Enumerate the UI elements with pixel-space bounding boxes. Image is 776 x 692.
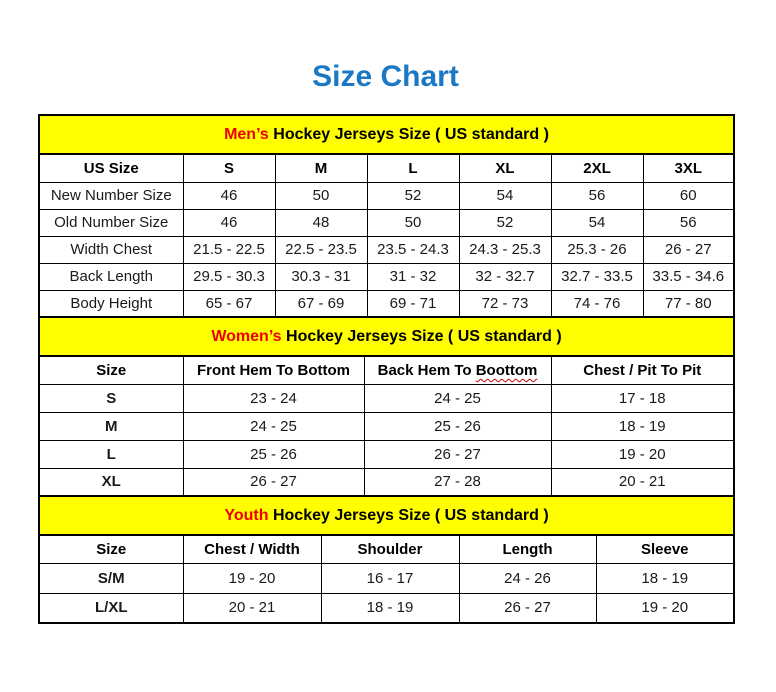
column-header-row xyxy=(39,154,734,182)
size-value: 24 - 25 xyxy=(364,384,551,412)
section-title-accent: Youth xyxy=(224,506,269,524)
mens-section-title xyxy=(39,115,734,154)
row-label: L xyxy=(39,440,183,468)
size-value: 77 - 80 xyxy=(643,290,734,317)
size-value: 24 - 25 xyxy=(183,412,364,440)
row-label: New Number Size xyxy=(39,182,183,209)
size-value: 60 xyxy=(643,182,734,209)
womens-section-title xyxy=(39,317,734,356)
column-header: 3XL xyxy=(643,154,734,182)
womens-section-title-row xyxy=(39,317,734,356)
size-value: 19 - 20 xyxy=(183,563,321,593)
size-value: 50 xyxy=(367,209,459,236)
size-value: 32 - 32.7 xyxy=(459,263,551,290)
size-value: 19 - 20 xyxy=(551,440,734,468)
womens-size-table xyxy=(38,316,735,497)
table-row xyxy=(39,384,734,412)
size-value: 24.3 - 25.3 xyxy=(459,236,551,263)
size-value: 54 xyxy=(459,182,551,209)
size-tables xyxy=(38,114,733,624)
section-title-rest: Hockey Jerseys Size ( US standard ) xyxy=(268,506,549,524)
size-value: 21.5 - 22.5 xyxy=(183,236,275,263)
row-label: Body Height xyxy=(39,290,183,317)
table-row xyxy=(39,290,734,317)
column-header: US Size xyxy=(39,154,183,182)
size-value: 33.5 - 34.6 xyxy=(643,263,734,290)
table-row xyxy=(39,263,734,290)
column-header: Size xyxy=(39,535,183,563)
size-value: 65 - 67 xyxy=(183,290,275,317)
misspelled-word: Boottom xyxy=(475,361,538,379)
column-header: S xyxy=(183,154,275,182)
table-row xyxy=(39,440,734,468)
table-row xyxy=(39,236,734,263)
table-row xyxy=(39,412,734,440)
table-row xyxy=(39,593,734,623)
table-row xyxy=(39,209,734,236)
size-value: 29.5 - 30.3 xyxy=(183,263,275,290)
size-value: 20 - 21 xyxy=(551,468,734,496)
size-value: 25 - 26 xyxy=(364,412,551,440)
section-title-accent: Men’s xyxy=(224,125,269,143)
page-title: Size Chart xyxy=(312,60,459,93)
size-value: 18 - 19 xyxy=(551,412,734,440)
size-value: 26 - 27 xyxy=(183,468,364,496)
size-value: 56 xyxy=(551,182,643,209)
size-value: 48 xyxy=(275,209,367,236)
row-label: S/M xyxy=(39,563,183,593)
column-header: M xyxy=(275,154,367,182)
row-label: XL xyxy=(39,468,183,496)
row-label: L/XL xyxy=(39,593,183,623)
size-value: 74 - 76 xyxy=(551,290,643,317)
size-value: 19 - 20 xyxy=(596,593,734,623)
column-header: L xyxy=(367,154,459,182)
size-value: 18 - 19 xyxy=(596,563,734,593)
row-label: Back Length xyxy=(39,263,183,290)
size-value: 23.5 - 24.3 xyxy=(367,236,459,263)
size-value: 46 xyxy=(183,182,275,209)
column-header: Sleeve xyxy=(596,535,734,563)
size-value: 27 - 28 xyxy=(364,468,551,496)
row-label: S xyxy=(39,384,183,412)
size-value: 72 - 73 xyxy=(459,290,551,317)
mens-size-table xyxy=(38,114,735,318)
column-header: Size xyxy=(39,356,183,384)
size-value: 52 xyxy=(367,182,459,209)
table-row xyxy=(39,468,734,496)
size-value: 32.7 - 33.5 xyxy=(551,263,643,290)
column-header: 2XL xyxy=(551,154,643,182)
size-value: 25 - 26 xyxy=(183,440,364,468)
size-value: 16 - 17 xyxy=(321,563,459,593)
row-label: M xyxy=(39,412,183,440)
column-header-row xyxy=(39,356,734,384)
row-label: Old Number Size xyxy=(39,209,183,236)
size-value: 31 - 32 xyxy=(367,263,459,290)
section-title-rest: Hockey Jerseys Size ( US standard ) xyxy=(268,125,549,143)
column-header: Shoulder xyxy=(321,535,459,563)
column-header: Front Hem To Bottom xyxy=(183,356,364,384)
size-value: 46 xyxy=(183,209,275,236)
size-value: 26 - 27 xyxy=(459,593,596,623)
size-value: 26 - 27 xyxy=(643,236,734,263)
size-value: 24 - 26 xyxy=(459,563,596,593)
size-value: 67 - 69 xyxy=(275,290,367,317)
size-value: 20 - 21 xyxy=(183,593,321,623)
column-header: Length xyxy=(459,535,596,563)
size-value: 22.5 - 23.5 xyxy=(275,236,367,263)
column-header: Chest / Width xyxy=(183,535,321,563)
column-header: Chest / Pit To Pit xyxy=(551,356,734,384)
mens-section-title-row xyxy=(39,115,734,154)
size-value: 30.3 - 31 xyxy=(275,263,367,290)
column-header: XL xyxy=(459,154,551,182)
youth-size-table xyxy=(38,495,735,624)
row-label: Width Chest xyxy=(39,236,183,263)
size-value: 52 xyxy=(459,209,551,236)
table-row xyxy=(39,563,734,593)
youth-section-title xyxy=(39,496,734,535)
size-value: 54 xyxy=(551,209,643,236)
size-value: 25.3 - 26 xyxy=(551,236,643,263)
table-row xyxy=(39,182,734,209)
size-value: 18 - 19 xyxy=(321,593,459,623)
size-value: 17 - 18 xyxy=(551,384,734,412)
size-value: 26 - 27 xyxy=(364,440,551,468)
section-title-rest: Hockey Jerseys Size ( US standard ) xyxy=(281,327,562,345)
youth-section-title-row xyxy=(39,496,734,535)
section-title-accent: Women’s xyxy=(211,327,282,345)
column-header-row xyxy=(39,535,734,563)
size-value: 56 xyxy=(643,209,734,236)
size-value: 69 - 71 xyxy=(367,290,459,317)
size-value: 23 - 24 xyxy=(183,384,364,412)
size-value: 50 xyxy=(275,182,367,209)
column-header-misspelled: Back Hem To Boottom xyxy=(364,356,551,384)
